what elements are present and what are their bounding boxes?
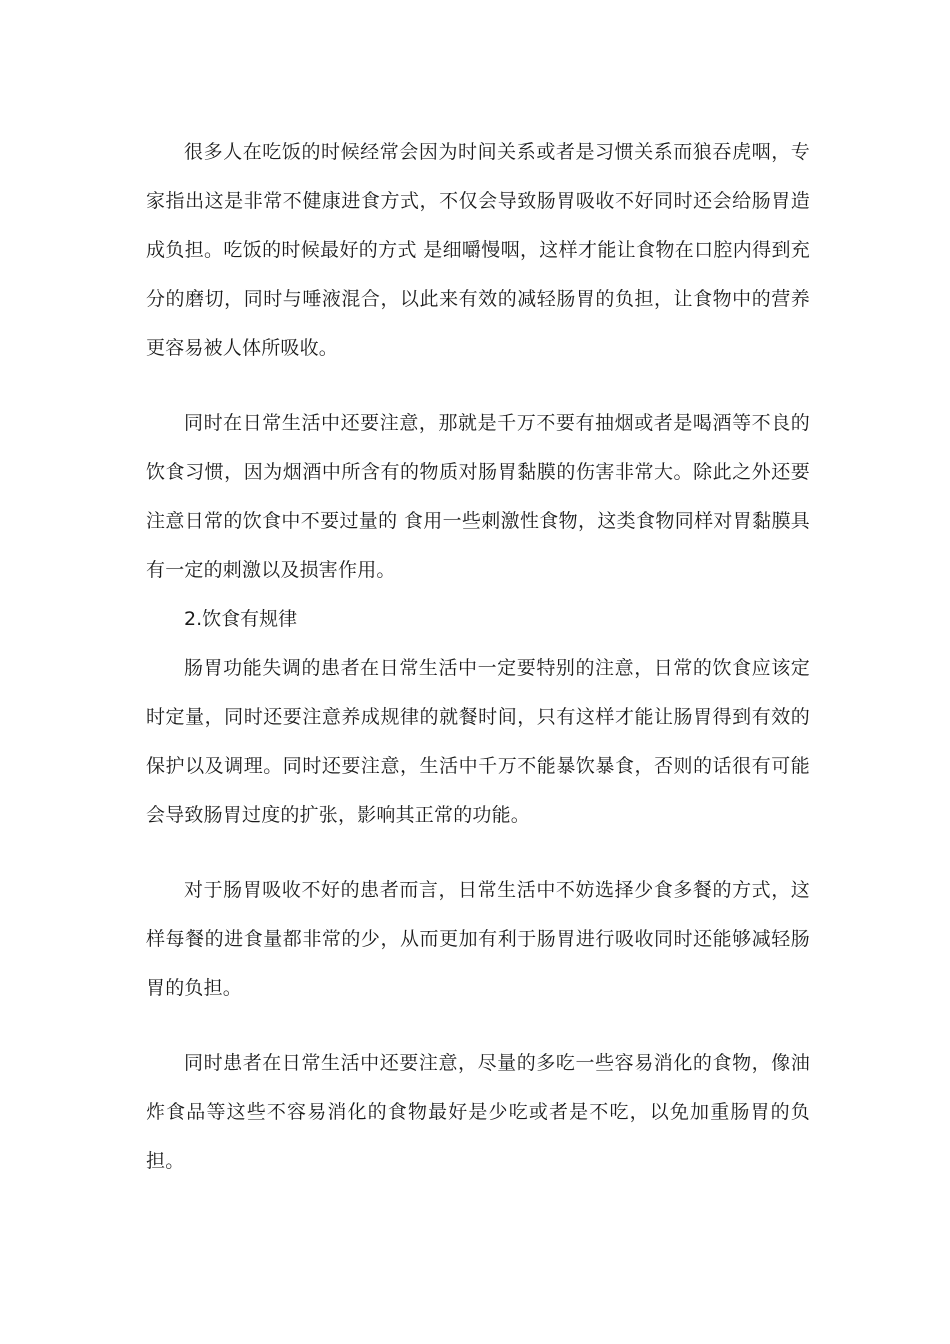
paragraph-eating-slowly: 很多人在吃饭的时候经常会因为时间关系或者是习惯关系而狼吞虎咽，专家指出这是非常不健康进食方式，不仅会导致肠胃吸收不好同时还会给肠胃造成负担。吃饭的时候最好的方式 是细嚼慢咽，这样才能让食物在口腔内得到充分的磨切，同时与唾液混合，以此来有效的减轻肠胃的负担，让食物中的营养更容易被人体所吸收。 (146, 141, 810, 359)
paragraph-digestible-food: 同时患者在日常生活中还要注意，尽量的多吃一些容易消化的食物，像油炸食品等这些不容易消化的食物最好是少吃或者是不吃，以免加重肠胃的负担。 (146, 1052, 810, 1172)
section-heading-regular-diet: 2.饮食有规律 (184, 608, 298, 630)
document-body (146, 128, 810, 1186)
paragraph-avoid-smoking-drinking: 同时在日常生活中还要注意，那就是千万不要有抽烟或者是喝酒等不良的饮食习惯，因为烟酒中所含有的物质对肠胃黏膜的伤害非常大。除此之外还要注意日常的饮食中不要过量的 食用一些刺激性食物，这类食物同样对胃黏膜具有一定的刺激以及损害作用。 (146, 412, 810, 581)
paragraph-small-frequent-meals: 对于肠胃吸收不好的患者而言，日常生活中不妨选择少食多餐的方式，这样每餐的进食量都非常的少，从而更加有利于肠胃进行吸收同时还能够减轻肠胃的负担。 (146, 879, 810, 999)
paragraph-regular-meals: 肠胃功能失调的患者在日常生活中一定要特别的注意，日常的饮食应该定时定量，同时还要注意养成规律的就餐时间，只有这样才能让肠胃得到有效的保护以及调理。同时还要注意，生活中千万不能暴饮暴食，否则的话很有可能会导致肠胃过度的扩张，影响其正常的功能。 (146, 657, 810, 826)
